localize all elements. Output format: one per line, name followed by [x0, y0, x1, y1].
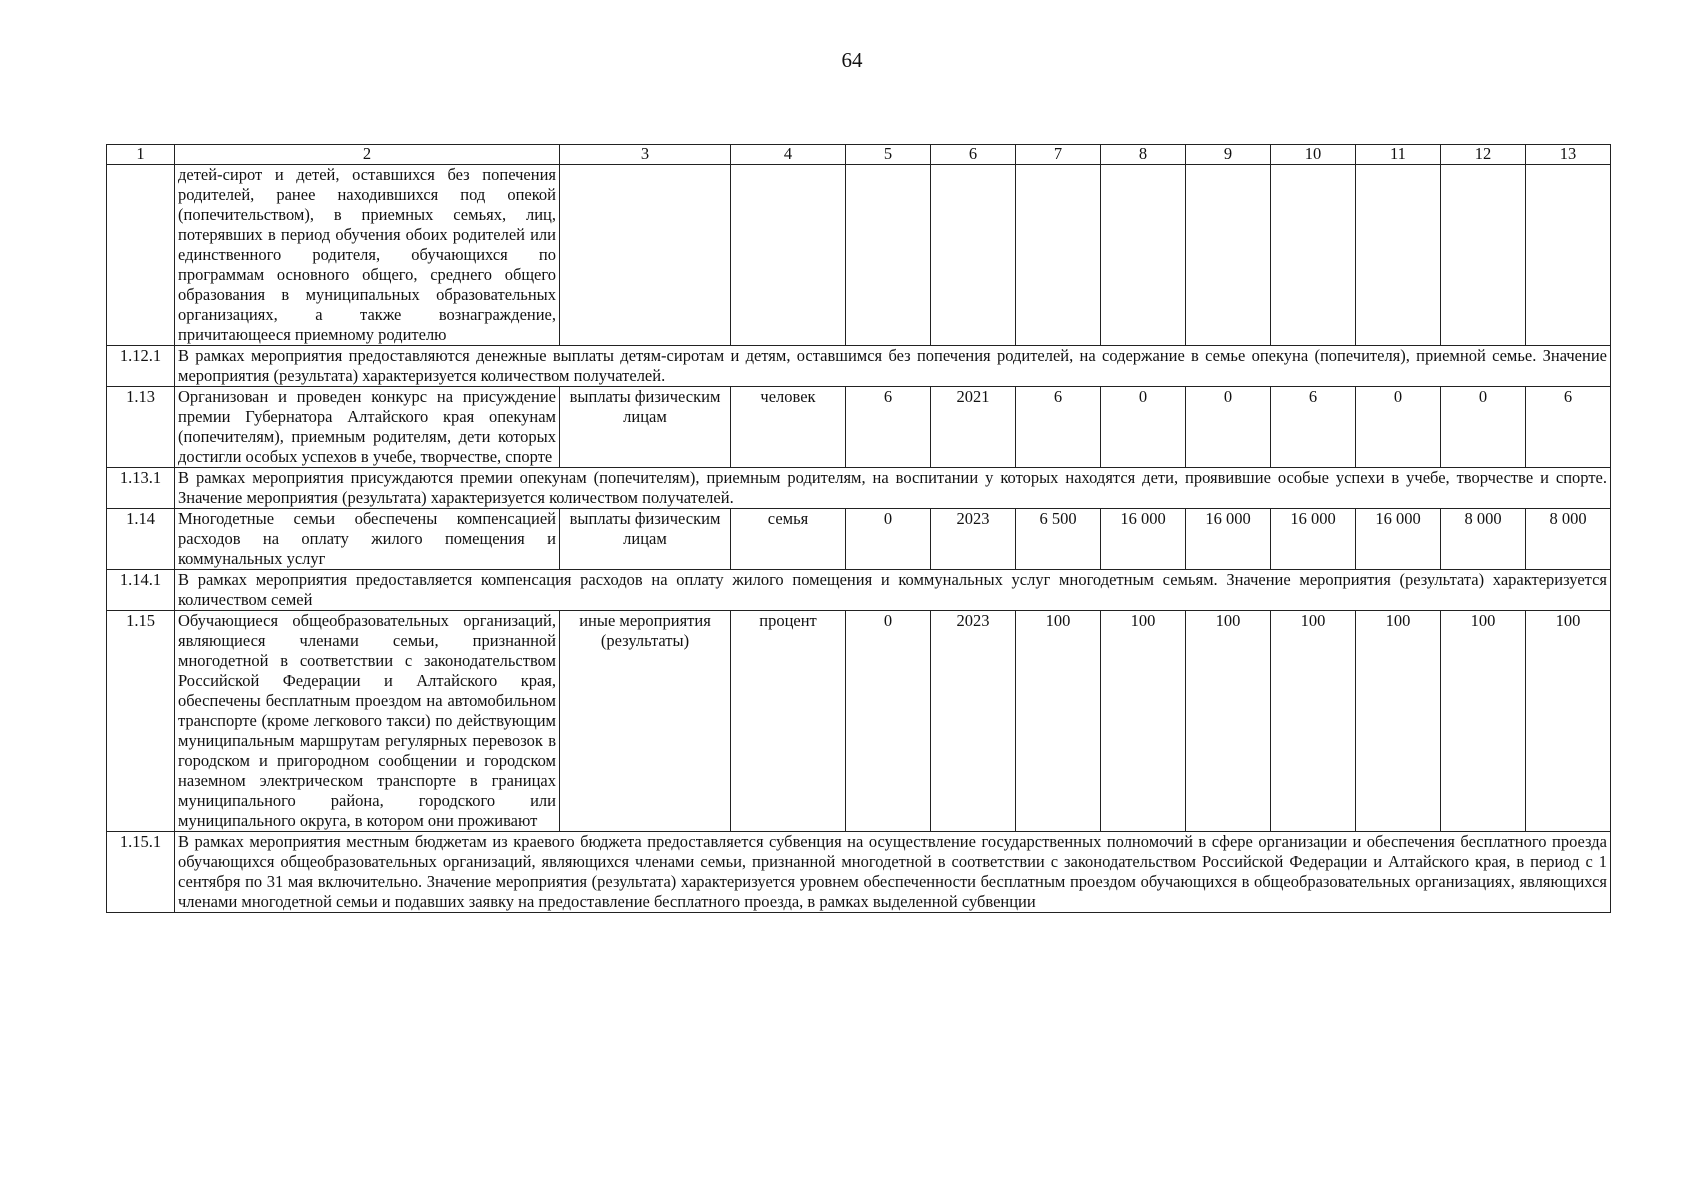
indicator-description: Обучающиеся общеобразовательных организаций, являющиеся членами семьи, признанной многодетной в соответствии с законодательством Российской Федерации и Алтайского края, обеспечены бесплатным проездом на автомобильном транспорте (кроме легкового такси) по действующим муниципальным маршрутам регулярных перевозок в городском и пригородном сообщении и городском наземном электрическом транспорте в границах муниципального района, городского или муниципального округа, в котором они проживают	[175, 611, 560, 832]
note-row	[107, 832, 1611, 913]
table-cell: 100	[1271, 611, 1356, 832]
table-cell: 0	[1441, 387, 1526, 468]
table-cell: 8 000	[1441, 509, 1526, 570]
table-cell	[1271, 165, 1356, 346]
table-cell: 6	[1526, 387, 1611, 468]
indicator-description: детей-сирот и детей, оставшихся без попечения родителей, ранее находившихся под опекой (попечительством), в приемных семьях, лиц, потерявших в период обучения обоих родителей или единственного родителя, обучающихся по программам основного общего, среднего общего образования в муниципальных образовательных организациях, а также вознаграждение, причитающееся приемному родителю	[175, 165, 560, 346]
table-cell: 16 000	[1356, 509, 1441, 570]
table-cell: 100	[1441, 611, 1526, 832]
table-cell: процент	[731, 611, 846, 832]
note-row	[107, 570, 1611, 611]
table-cell: 2023	[931, 509, 1016, 570]
table-cell: иные мероприятия (результаты)	[560, 611, 731, 832]
row-number: 1.14.1	[107, 570, 175, 611]
table-cell	[560, 165, 731, 346]
page-number: 64	[841, 48, 863, 72]
table-cell: 6	[846, 387, 931, 468]
row-number: 1.15	[107, 611, 175, 832]
table-cell: 6	[1271, 387, 1356, 468]
note-row	[107, 468, 1611, 509]
row-number: 1.13.1	[107, 468, 175, 509]
table-cell: 16 000	[1101, 509, 1186, 570]
table-cell: 0	[846, 611, 931, 832]
table-cell: 6	[1016, 387, 1101, 468]
column-header: 11	[1356, 145, 1441, 165]
column-header: 1	[107, 145, 175, 165]
column-number-row	[107, 145, 1611, 165]
table-cell: выплаты физическим лицам	[560, 509, 731, 570]
column-header: 5	[846, 145, 931, 165]
table-cell	[1186, 165, 1271, 346]
table-cell: 100	[1016, 611, 1101, 832]
indicator-description: Многодетные семьи обеспечены компенсацией расходов на оплату жилого помещения и коммунальных услуг	[175, 509, 560, 570]
table-cell: 100	[1356, 611, 1441, 832]
indicator-description: Организован и проведен конкурс на присуждение премии Губернатора Алтайского края опекунам (попечителям), приемным родителям, дети которых достигли особых успехов в учебе, творчестве, спорте	[175, 387, 560, 468]
table-cell: 2021	[931, 387, 1016, 468]
table-cell: 6 500	[1016, 509, 1101, 570]
column-header: 10	[1271, 145, 1356, 165]
program-indicators-table	[106, 144, 1611, 913]
table-body	[107, 145, 1611, 913]
table-cell	[931, 165, 1016, 346]
table-cell	[1016, 165, 1101, 346]
column-header: 6	[931, 145, 1016, 165]
note-text: В рамках мероприятия присуждаются премии опекунам (попечителям), приемным родителям, на воспитании у которых находятся дети, проявившие особые успехи в учебе, творчестве и спорте. Значение мероприятия (результата) характеризуется количеством получателей.	[175, 468, 1611, 509]
column-header: 13	[1526, 145, 1611, 165]
note-text: В рамках мероприятия предоставляется компенсация расходов на оплату жилого помещения и коммунальных услуг многодетным семьям. Значение мероприятия (результата) характеризуется количеством семей	[175, 570, 1611, 611]
row-number: 1.12.1	[107, 346, 175, 387]
table-cell	[1441, 165, 1526, 346]
table-row	[107, 611, 1611, 832]
table-cell: 2023	[931, 611, 1016, 832]
table-row	[107, 165, 1611, 346]
note-text: В рамках мероприятия предоставляются денежные выплаты детям-сиротам и детям, оставшимся без попечения родителей, на содержание в семье опекуна (попечителя), приемной семье. Значение мероприятия (результата) характеризуется количеством получателей.	[175, 346, 1611, 387]
row-number: 1.14	[107, 509, 175, 570]
row-number	[107, 165, 175, 346]
note-text: В рамках мероприятия местным бюджетам из краевого бюджета предоставляется субвенция на осуществление государственных полномочий в сфере организации и обеспечения бесплатного проезда обучающихся общеобразовательных организаций, являющихся членами семьи, признанной многодетной в соответствии с законодательством Российской Федерации и Алтайского края, в период с 1 сентября по 31 мая включительно. Значение мероприятия (результата) характеризуется уровнем обеспеченности бесплатным проездом обучающихся в общеобразовательных организациях, являющихся членами многодетной семьи и подавших заявку на предоставление бесплатного проезда, в рамках выделенной субвенции	[175, 832, 1611, 913]
table-row	[107, 509, 1611, 570]
table-cell: 100	[1526, 611, 1611, 832]
note-row	[107, 346, 1611, 387]
table-cell: 16 000	[1186, 509, 1271, 570]
table-row	[107, 387, 1611, 468]
table-cell: 8 000	[1526, 509, 1611, 570]
table-cell: человек	[731, 387, 846, 468]
table-cell: 0	[1101, 387, 1186, 468]
table-cell: 0	[1356, 387, 1441, 468]
table-cell: 0	[846, 509, 931, 570]
column-header: 8	[1101, 145, 1186, 165]
table-cell	[1526, 165, 1611, 346]
row-number: 1.13	[107, 387, 175, 468]
column-header: 9	[1186, 145, 1271, 165]
table-cell: 16 000	[1271, 509, 1356, 570]
column-header: 3	[560, 145, 731, 165]
table-cell	[1101, 165, 1186, 346]
table-cell: 100	[1101, 611, 1186, 832]
column-header: 7	[1016, 145, 1101, 165]
column-header: 12	[1441, 145, 1526, 165]
row-number: 1.15.1	[107, 832, 175, 913]
table-cell	[846, 165, 931, 346]
table-cell: 100	[1186, 611, 1271, 832]
table-cell	[731, 165, 846, 346]
table-cell: выплаты физическим лицам	[560, 387, 731, 468]
table-cell: семья	[731, 509, 846, 570]
table-cell	[1356, 165, 1441, 346]
table-cell: 0	[1186, 387, 1271, 468]
column-header: 4	[731, 145, 846, 165]
column-header: 2	[175, 145, 560, 165]
